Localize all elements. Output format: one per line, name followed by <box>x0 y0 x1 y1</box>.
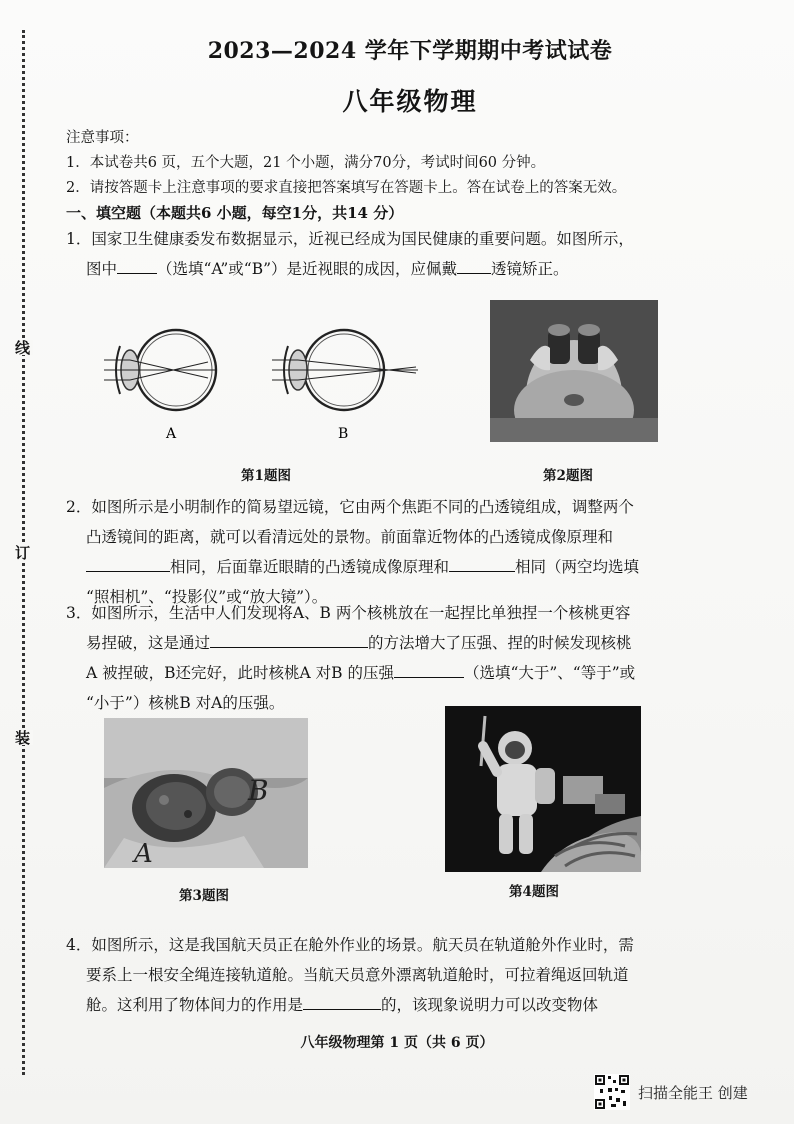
page-footer: 八年级物理第 1 页（共 6 页） <box>300 1035 494 1051</box>
section-heading-fill-blank: 一、填空题（本题共6 小题，每空1分，共14 分） <box>66 204 404 222</box>
eye-label-a: A <box>166 426 177 442</box>
q2-text-3b: 相同（两空均选填 <box>515 558 640 576</box>
q1-line1: 1．国家卫生健康委发布数据显示，近视已经成为国民健康的重要问题。如图所示， <box>66 230 634 248</box>
walnut-photo <box>104 718 308 868</box>
q1-text-c: 透镜矫正。 <box>491 260 569 278</box>
q4-text-3a: 舱。这利用了物体间力的作用是 <box>86 996 304 1014</box>
q4-text-3b: 的，该现象说明力可以改变物体 <box>381 996 599 1014</box>
scanner-watermark <box>594 1074 748 1110</box>
q2-line2: 凸透镜间的距离，就可以看清远处的景物。前面靠近物体的凸透镜成像原理和 <box>86 528 614 546</box>
figure-caption-4: 第4题图 <box>509 884 559 900</box>
question-4 <box>66 930 706 1020</box>
answer-blank <box>303 991 381 1010</box>
q2-line1: 2．如图所示是小明制作的简易望远镜，它由两个焦距不同的凸透镜组成，调整两个 <box>66 498 634 516</box>
answer-blank <box>210 629 368 648</box>
answer-blank <box>394 659 464 678</box>
q2-text-3a: 相同，后面靠近眼睛的凸透镜成像原理和 <box>170 558 450 576</box>
exam-subtitle: 八年级物理 <box>342 87 478 116</box>
binding-char-zhuang: 装 <box>13 730 31 745</box>
answer-blank <box>86 553 170 572</box>
walnut-label-a: A <box>134 839 153 868</box>
figure-caption-2: 第2题图 <box>543 468 593 484</box>
answer-blank <box>449 553 515 572</box>
notice-item-1: 1．本试卷共6 页，五个大题，21 个小题，满分70分，考试时间60 分钟。 <box>66 155 546 171</box>
q3-text-3b: （选填“大于”、“等于”或 <box>463 664 636 682</box>
q3-text-2a: 易捏破，这是通过 <box>86 634 211 652</box>
figure-caption-3: 第3题图 <box>179 888 229 904</box>
eye-label-b: B <box>338 426 349 442</box>
question-1 <box>66 224 706 284</box>
binding-char-ding: 订 <box>13 545 31 560</box>
answer-blank <box>117 255 157 274</box>
astronaut-photo <box>445 706 641 872</box>
eye-diagram-b <box>272 330 418 410</box>
qr-code-icon <box>594 1074 630 1110</box>
q1-text-a: 图中 <box>86 260 118 278</box>
answer-blank <box>457 255 491 274</box>
question-2 <box>66 492 706 612</box>
eye-diagram-a <box>104 330 216 410</box>
telescope-photo <box>490 300 658 442</box>
eye-diagram-figure <box>96 320 436 445</box>
figure-caption-1: 第1题图 <box>241 468 291 484</box>
notice-item-2: 2．请按答题卡上注意事项的要求直接把答案填写在答题卡上。答在试卷上的答案无效。 <box>66 180 627 196</box>
question-3 <box>66 598 706 718</box>
walnut-label-b: B <box>248 774 269 807</box>
q4-line1: 4．如图所示，这是我国航天员正在舱外作业的场景。航天员在轨道舱外作业时，需 <box>66 936 634 954</box>
watermark-text: 扫描全能王 创建 <box>638 1083 748 1102</box>
q1-text-b: （选填“A”或“B”）是近视眼的成因，应佩戴 <box>157 260 458 278</box>
q3-line1: 3．如图所示，生活中人们发现将A、B 两个核桃放在一起捏比单独捏一个核桃更容 <box>66 604 631 622</box>
q3-line4: “小于”）核桃B 对A的压强。 <box>86 694 285 712</box>
binding-char-xian: 线 <box>13 340 31 355</box>
q2-line4: “照相机”、“投影仪”或“放大镜”）。 <box>86 588 328 606</box>
exam-title: 2023—2024 学年下学期期中考试试卷 <box>207 38 613 64</box>
q3-text-2b: 的方法增大了压强、捏的时候发现核桃 <box>368 634 632 652</box>
q4-line2: 要系上一根安全绳连接轨道舱。当航天员意外漂离轨道舱时，可拉着绳返回轨道 <box>86 966 629 984</box>
q3-text-3a: A 被捏破，B还完好，此时核桃A 对B 的压强 <box>86 664 394 682</box>
notice-heading: 注意事项： <box>66 130 139 146</box>
